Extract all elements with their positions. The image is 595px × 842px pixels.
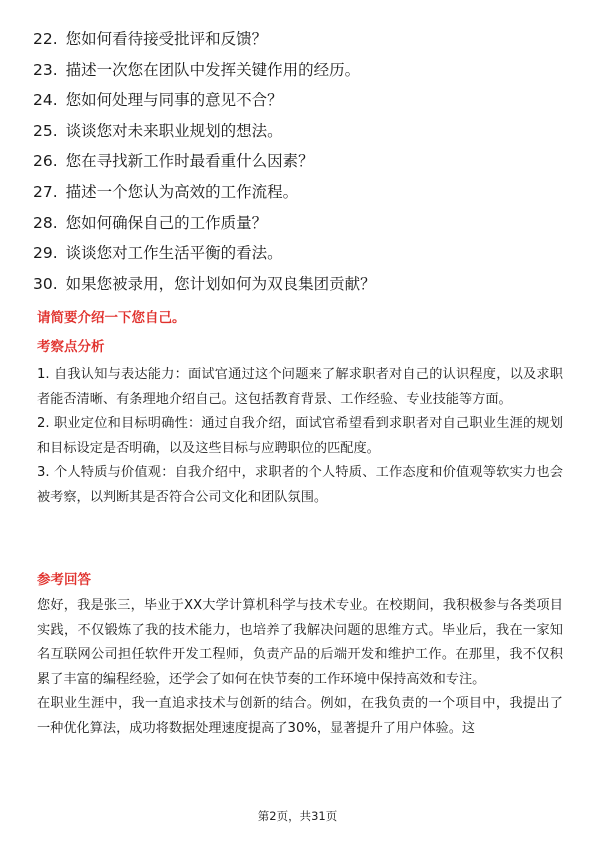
question-text: 您在寻找新工作时最看重什么因素？ [65, 152, 314, 171]
question-number: 23. [33, 60, 58, 79]
question-number: 29. [33, 244, 58, 263]
question-item [33, 55, 573, 86]
question-text: 您如何处理与同事的意见不合？ [65, 91, 283, 110]
analysis-point: 1. 自我认知与表达能力：面试官通过这个问题来了解求职者对自己的认识程度，以及求职者能否清晰、有条理地介绍自己。这包括教育背景、工作经验、专业技能等方面。 [37, 367, 563, 407]
question-number: 26. [33, 152, 58, 171]
answer-section [37, 594, 563, 742]
answer-heading: 参考回答 [37, 572, 91, 588]
answer-paragraph: 您好，我是张三，毕业于XX大学计算机科学与技术专业。在校期间，我积极参与各类项目实践，不仅锻炼了我的技术能力，也培养了我解决问题的思维方式。毕业后，我在一家知名互联网公司担任软件开发工程师，负责产品的后端开发和维护工作。在那里，我不仅积累了丰富的编程经验，还学会了如何在快节奏的工作环境中保持高效和专注。 [37, 598, 563, 687]
answer-paragraph: 在职业生涯中，我一直追求技术与创新的结合。例如，在我负责的一个项目中，我提出了一种优化算法，成功将数据处理速度提高了30%，显著提升了用户体验。这 [37, 696, 563, 736]
analysis-section [37, 363, 563, 511]
analysis-point: 3. 个人特质与价值观：自我介绍中，求职者的个人特质、工作态度和价值观等软实力也会被考察，以判断其是否符合公司文化和团队氛围。 [37, 465, 563, 505]
question-item [33, 85, 573, 116]
question-item [33, 208, 573, 239]
question-number: 30. [33, 274, 58, 293]
question-text: 如果您被录用，您计划如何为双良集团贡献？ [65, 274, 376, 293]
question-item [33, 177, 573, 208]
question-list [33, 24, 573, 299]
question-item [33, 238, 573, 269]
question-item [33, 24, 573, 55]
analysis-heading: 考察点分析 [37, 339, 105, 355]
question-number: 28. [33, 213, 58, 232]
analysis-point: 2. 职业定位和目标明确性：通过自我介绍，面试官希望看到求职者对自己职业生涯的规划和目标设定是否明确，以及这些目标与应聘职位的匹配度。 [37, 416, 563, 456]
question-text: 谈谈您对未来职业规划的想法。 [65, 121, 283, 140]
question-item [33, 146, 573, 177]
question-text: 谈谈您对工作生活平衡的看法。 [65, 244, 283, 263]
question-text: 描述一个您认为高效的工作流程。 [65, 182, 299, 201]
question-number: 22. [33, 30, 58, 48]
question-item [33, 116, 573, 147]
question-text: 描述一次您在团队中发挥关键作用的经历。 [65, 60, 361, 79]
page-footer: 第2页，共31页 [257, 809, 338, 823]
question-item [33, 269, 573, 300]
question-text: 您如何确保自己的工作质量？ [65, 213, 268, 232]
main-question-title: 请简要介绍一下您自己。 [37, 310, 186, 326]
question-number: 24. [33, 91, 58, 110]
question-text: 您如何看待接受批评和反馈？ [65, 30, 268, 48]
question-number: 25. [33, 121, 58, 140]
question-number: 27. [33, 182, 58, 201]
